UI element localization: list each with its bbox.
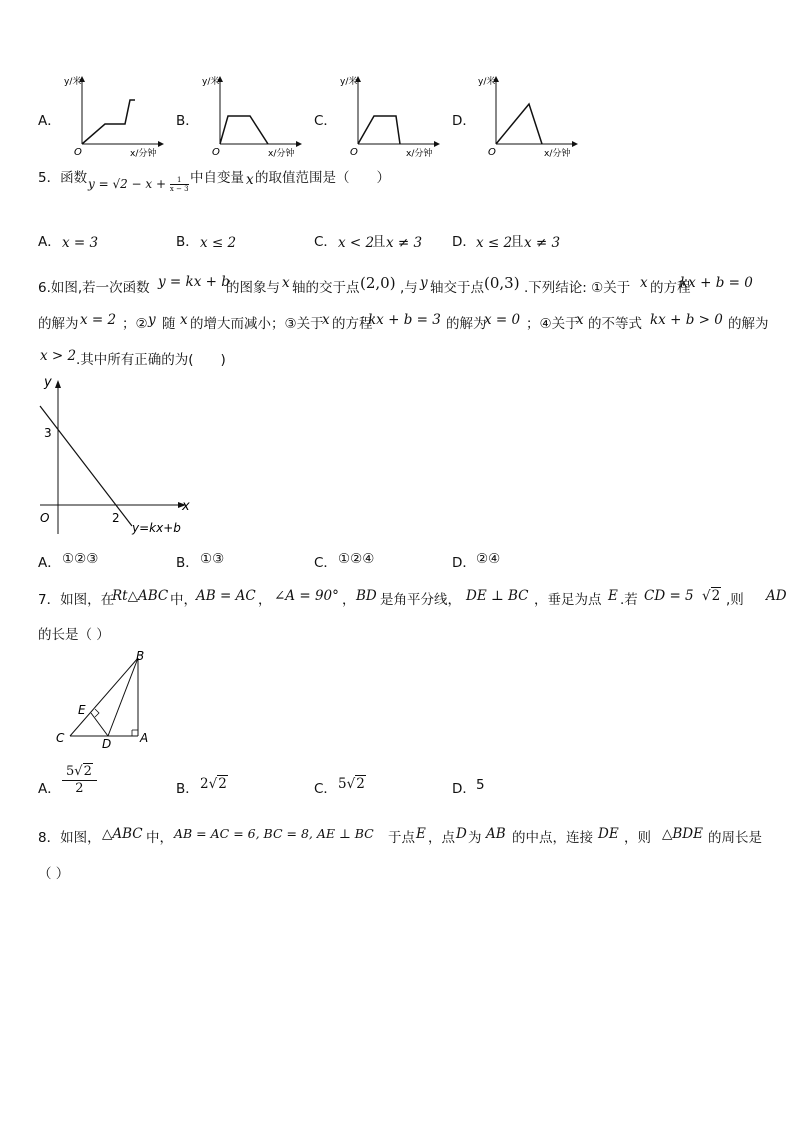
q8-l1-eq: AB = AC = 6, BC = 8, AE ⊥ BC: [174, 826, 374, 841]
q7-option-c-value: 5√2: [338, 776, 365, 792]
q7-l1-perp: DE ⊥ BC: [466, 588, 529, 604]
q6-l1-expr: y = kx + b: [158, 274, 230, 290]
q5-frac-den: x − 3: [169, 185, 189, 193]
q8-l1-g: ，则: [624, 830, 651, 846]
q4-c-xlabel: x/分钟: [406, 149, 433, 158]
q6-graph-origin: O: [40, 511, 50, 525]
q6-l2-a: 的解为: [38, 316, 79, 332]
q6-l1-y: y: [420, 275, 428, 291]
q5-option-b-text: x ≤ 2: [200, 235, 237, 251]
q5-option-d-join: 且: [510, 234, 524, 250]
q5-option-c-post: x ≠ 3: [386, 235, 423, 251]
q7-option-a-frac: $\frac{5√2}{2}$: [62, 764, 97, 797]
q6-graph-line-label: y=kx+b: [132, 521, 181, 535]
q6-l1-b: 的图象与: [226, 280, 280, 296]
q7-l1-h: ,则: [726, 592, 744, 608]
q7-option-b-root: 2: [218, 776, 227, 792]
q7-l1-root-value: 2: [711, 588, 721, 604]
q7-option-b-value: 2√2: [200, 776, 227, 792]
q6-l3-a: .其中所有正确的为( ): [76, 352, 226, 368]
q7-fig-C: C: [56, 731, 65, 745]
q8-l1-DE: DE: [598, 826, 619, 842]
q7-option-a-root: 2: [83, 764, 92, 779]
q6-graph-three: 3: [44, 426, 52, 440]
q8-l1-c: 于点: [388, 830, 415, 846]
q6-l2-f: 的解为: [446, 316, 487, 332]
q6-l2-sol2: x = 0: [484, 312, 521, 328]
q6-l1-pt2: (0,3): [484, 274, 520, 292]
q7-l1-ad: AD: [766, 588, 787, 604]
q7-l1-b: 中，: [170, 592, 197, 608]
q6-option-b-text: ①③: [200, 551, 225, 567]
q6-l1-d: ,与: [400, 280, 418, 296]
q7-option-d-letter: D．: [452, 781, 476, 797]
q5-function-lhs: y = √2 − x +: [88, 177, 170, 191]
q4-c-origin: O: [350, 147, 358, 158]
q6-option-c-letter: C．: [314, 555, 337, 571]
q6-l1-x: x: [282, 275, 290, 291]
q7-option-b-coef: 2: [200, 776, 209, 792]
q5-function: [88, 176, 189, 193]
q5-option-d-letter: D．: [452, 234, 476, 250]
q6-l2-b: ；②: [122, 316, 148, 332]
q6-l2-y: y: [148, 312, 156, 328]
q7-l1-g: .若: [620, 592, 638, 608]
q6-l2-sol: x = 2: [80, 312, 117, 328]
q4-d-ylabel: y/米: [478, 77, 496, 87]
q5-option-a-text: x = 3: [62, 235, 99, 251]
q6-option-d-letter: D．: [452, 555, 476, 571]
q7-l1-tri: Rt△ABC: [112, 588, 169, 604]
q4-option-d-letter: D．: [452, 113, 476, 129]
q4-graph-a: [60, 74, 170, 158]
q6-option-a-text: ①②③: [62, 551, 99, 567]
q5-option-d-pre: x ≤ 2: [476, 235, 513, 251]
q4-option-a-letter: A．: [38, 113, 61, 129]
q7-option-b-letter: B．: [176, 781, 199, 797]
q5-frac-num: 1: [170, 176, 189, 185]
q6-l1-pt1: (2,0): [360, 274, 396, 292]
q8-l1-D: D: [456, 826, 467, 842]
q8-l1-h: 的周长是: [708, 830, 762, 846]
q6-l1-eq: kx + b = 0: [680, 275, 753, 291]
q8-l1-AB: AB: [486, 826, 506, 842]
q8-l1-f: 的中点，连接: [512, 830, 593, 846]
q7-option-c-coef: 5: [338, 776, 347, 792]
q4-b-origin: O: [212, 147, 220, 158]
q7-l1-c: ，: [258, 592, 272, 608]
q7-option-a-num: 5: [66, 764, 75, 779]
q6-l2-c: 随: [162, 316, 176, 332]
q8-l1-tri2: △BDE: [662, 826, 703, 842]
q7-fig-A: A: [140, 731, 149, 745]
q4-graph-b: [198, 74, 308, 158]
q6-graph-y: y: [44, 375, 52, 390]
q6-graph: [30, 374, 200, 540]
q5-option-b-letter: B．: [176, 234, 199, 250]
q6-l2-eq: kx + b = 3: [368, 312, 441, 328]
q7-l1-a: 7．如图，在: [38, 592, 115, 608]
q8-l1-e: 为: [468, 830, 482, 846]
q7-option-a-letter: A．: [38, 781, 61, 797]
q8-l1-a: 8．如图，: [38, 830, 101, 846]
q5-suffix: 的取值范围是（ ）: [255, 170, 390, 186]
q6-graph-two: 2: [112, 511, 120, 525]
q7-l1-cd: CD = 5: [644, 588, 694, 604]
q8-l1-E: E: [416, 826, 426, 842]
q8-line1: [38, 826, 762, 848]
q6-l2-g: ；④关于: [526, 316, 579, 332]
q6-option-a-letter: A．: [38, 555, 61, 571]
q6-l2-h: 的不等式: [588, 316, 642, 332]
q5-mid: 中自变量: [190, 170, 244, 186]
q4-option-c-letter: C．: [314, 113, 337, 129]
q6-graph-x: x: [182, 499, 190, 514]
q5-option-a-letter: A．: [38, 234, 61, 250]
q4-a-xlabel: x/分钟: [130, 149, 157, 158]
q7-l1-E: E: [608, 588, 618, 604]
q8-l1-tri: △ABC: [102, 826, 143, 842]
q6-l2-ineq: kx + b > 0: [650, 312, 723, 328]
q5-option-d-post: x ≠ 3: [524, 235, 561, 251]
q6-l2-e: 的方程: [332, 316, 373, 332]
q6-option-d-text: ②④: [476, 551, 501, 567]
q4-a-origin: O: [74, 147, 82, 158]
q6-l2-x3: x: [576, 312, 584, 328]
q4-c-ylabel: y/米: [340, 77, 358, 87]
q4-options: [0, 70, 794, 160]
q5-fraction: [170, 176, 189, 193]
q7-fig-D: D: [102, 737, 112, 748]
q6-l1-g: 的方程: [650, 280, 691, 296]
q5-option-c-pre: x < 2: [338, 235, 375, 251]
q5-prefix: 5．函数: [38, 170, 88, 186]
q6-options: [38, 551, 758, 573]
q6-line3: [38, 348, 758, 368]
q6-l1-a: 6.如图,若一次函数: [38, 280, 150, 296]
q5-options: [38, 230, 758, 252]
q7-figure: [50, 648, 160, 748]
q8-l1-b: 中，: [146, 830, 173, 846]
q8-l1-d: ，点: [428, 830, 455, 846]
q7-fig-B: B: [136, 649, 145, 663]
q7-line1: [38, 588, 787, 610]
q7-l1-root: √2: [702, 588, 721, 604]
q6-l1-x2: x: [640, 275, 648, 291]
q7-options: [38, 764, 758, 804]
q6-line2: [38, 312, 769, 332]
q6-option-b-letter: B．: [176, 555, 199, 571]
q5-stem: [38, 166, 758, 206]
q6-l2-i: 的解为: [728, 316, 769, 332]
q6-l2-d: 的增大而减小；③关于: [190, 316, 324, 332]
q6-l2-x: x: [180, 312, 188, 328]
q7-option-a-den: 2: [75, 781, 84, 796]
q7-l1-bd: BD: [356, 588, 377, 604]
q4-b-xlabel: x/分钟: [268, 149, 295, 158]
q6-l3-ineq: x > 2: [40, 348, 77, 364]
q7-option-d-text: 5: [476, 777, 485, 793]
q6-l2-x2: x: [322, 312, 330, 328]
q7-l1-e: 是角平分线，: [380, 592, 461, 608]
q4-option-b-letter: B．: [176, 113, 199, 129]
q4-graph-c: [336, 74, 446, 158]
q4-b-ylabel: y/米: [202, 77, 220, 87]
q7-l1-d: ，: [342, 592, 356, 608]
q7-line2: 的长是（ ）: [38, 627, 110, 643]
q5-option-c-join: 且: [372, 234, 386, 250]
q4-d-origin: O: [488, 147, 496, 158]
q7-l1-angle: ∠A = 90°: [274, 588, 339, 604]
q6-option-c-text: ①②④: [338, 551, 375, 567]
q5-option-c-letter: C．: [314, 234, 337, 250]
q7-l1-eq1: AB = AC: [196, 588, 256, 604]
q6-l1-c: 轴的交于点: [292, 280, 360, 296]
q4-graph-d: [474, 74, 584, 158]
q6-line1: [38, 276, 758, 296]
q7-l1-f: ，垂足为点: [534, 592, 602, 608]
q5-var: x: [246, 172, 254, 188]
q8-line2: （ ）: [38, 866, 70, 882]
q4-d-xlabel: x/分钟: [544, 149, 571, 158]
q4-a-ylabel: y/米: [64, 77, 82, 87]
q6-l1-f: .下列结论: ①关于: [524, 280, 631, 296]
q7-fig-E: E: [78, 703, 86, 717]
q7-option-c-root: 2: [356, 776, 365, 792]
q6-l1-e: 轴交于点: [430, 280, 484, 296]
q7-option-c-letter: C．: [314, 781, 337, 797]
